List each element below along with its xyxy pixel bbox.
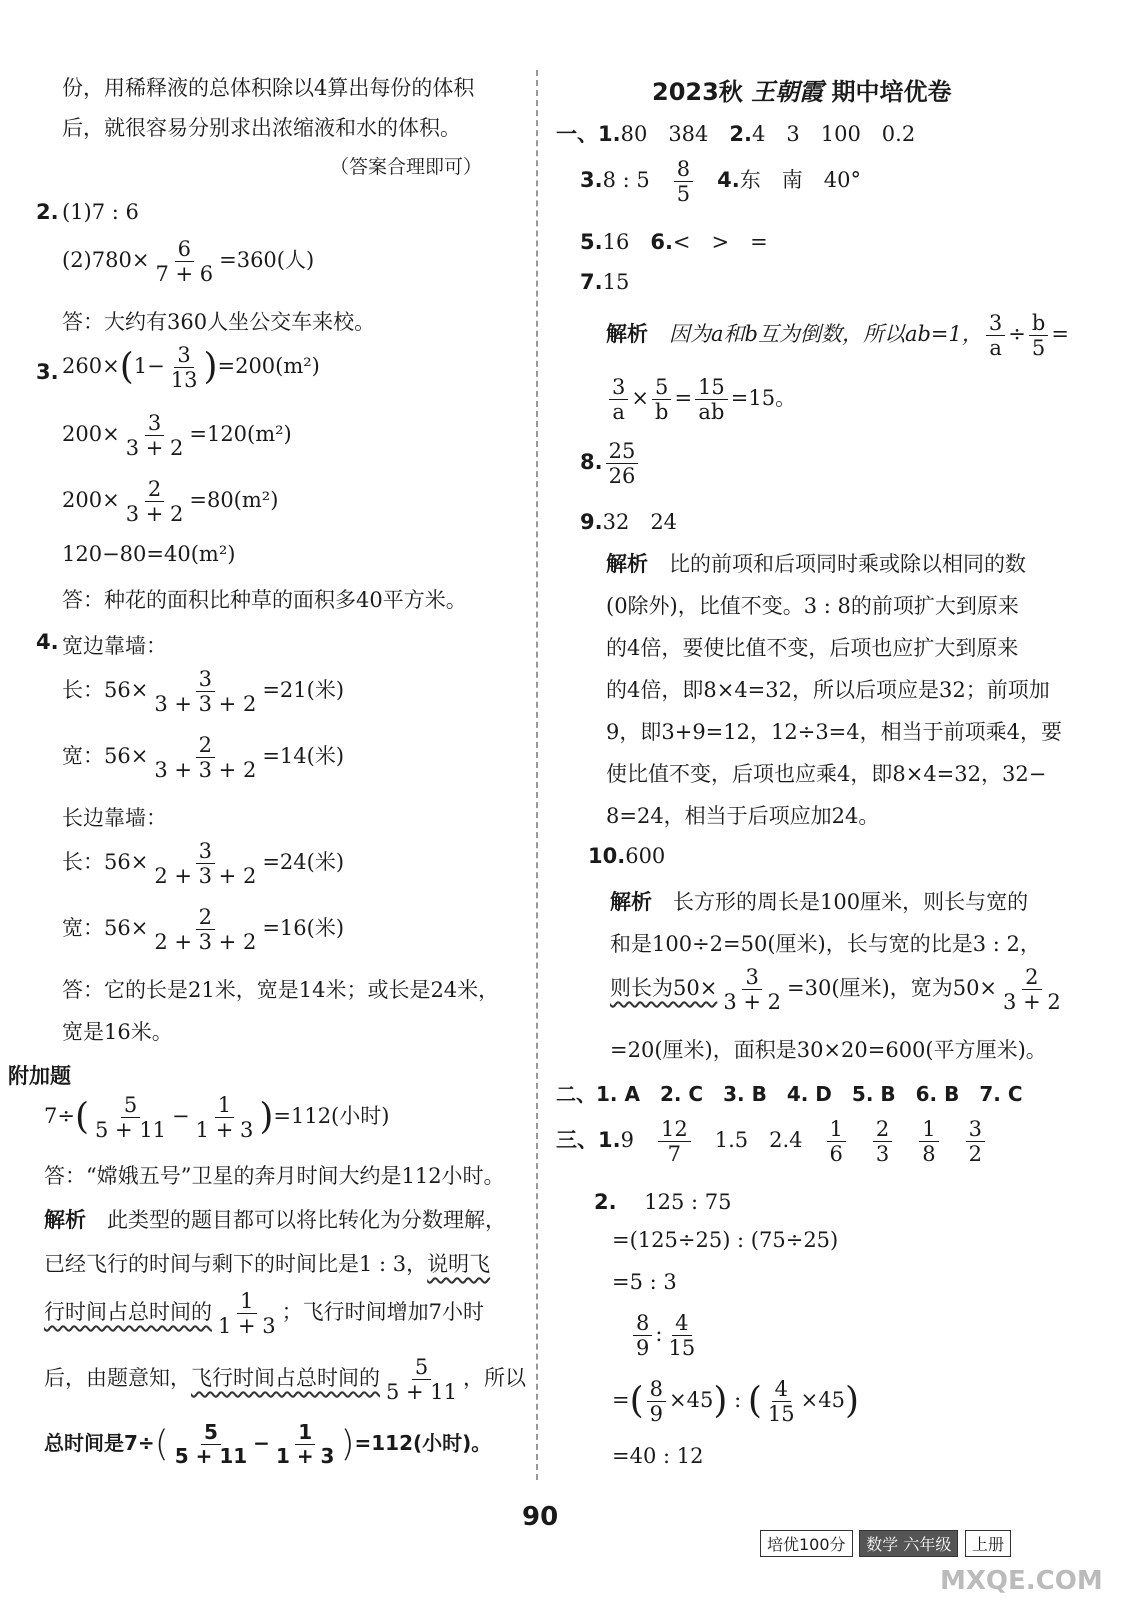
q3-line2: 200× $\frac{3}{3 + 2}$ =120(m²) <box>62 411 292 461</box>
q9-analysis-7: 8=24，相当于后项应加24。 <box>606 804 880 828</box>
q4-heading2: 长边靠墙： <box>62 806 167 830</box>
page-number: 90 <box>522 1502 559 1532</box>
s3-q2-line4: $\frac{8}{9}$ : $\frac{4}{15}$ <box>630 1312 701 1359</box>
watermark: MXQE.COM <box>940 1566 1103 1596</box>
q9-analysis-3: 的4倍，要使比值不变，后项也应扩大到原来 <box>606 636 1019 660</box>
q2-fraction: $\frac{6}{7 + 6}$ <box>155 237 214 287</box>
answer-note: （答案合理即可） <box>330 156 483 178</box>
q9-analysis-1: 解析 比的前项和后项同时乘或除以相同的数 <box>606 552 1026 576</box>
s3-q2-line1: 2. 125 : 75 <box>594 1190 732 1214</box>
q2-answer: 答：大约有360人坐公交车来校。 <box>62 310 376 334</box>
footer-series <box>760 1530 1011 1557</box>
q4-answer-2: 宽是16米。 <box>62 1020 173 1044</box>
analysis-label: 解析 <box>44 1208 86 1232</box>
s1-q8: 8. $\frac{25}{26}$ <box>580 440 641 487</box>
s3-q2-line2: =(125÷25) : (75÷25) <box>612 1228 839 1252</box>
extra-analysis-1: 解析 此类型的题目都可以将比转化为分数理解， <box>44 1208 506 1232</box>
q2-part2-post: =360(人) <box>219 248 315 273</box>
q10-analysis-1: 解析 长方形的周长是100厘米，则长与宽的 <box>610 890 1029 914</box>
q4-line3: 长：56× $\frac{3}{2 + 3 + 2}$ =24(米) <box>62 839 345 889</box>
s1-line1: 一、1.80 384 2.4 3 100 0.2 <box>556 122 916 146</box>
q2-number: 2. <box>36 200 59 224</box>
extra-analysis-5: 总时间是7÷( $\frac{5}{5 + 11}$ − $\frac{1}{1 + 3}$ )=112(小时)。 <box>44 1420 492 1468</box>
q7-analysis-2: $\frac{3}{a}$ × $\frac{5}{b}$ = $\frac{15}{ab}$ =15。 <box>606 376 796 423</box>
q3-fraction: $\frac{3}{13}$ <box>170 343 198 393</box>
exam-title: 2023秋 王朝霞 期中培优卷 <box>652 77 952 106</box>
q9-analysis-2: (0除外)，比值不变。3 : 8的前项扩大到原来 <box>606 594 1019 618</box>
q10-analysis-2: 和是100÷2=50(厘米)，长与宽的比是3 : 2， <box>610 932 1041 956</box>
s3-q2-line5: =( $\frac{8}{9}$ ×45) : ( $\frac{4}{15}$ ×45) <box>612 1377 860 1427</box>
q4-line4: 宽：56× $\frac{2}{2 + 3 + 2}$ =16(米) <box>62 905 345 955</box>
s1-q9: 9.32 24 <box>580 510 678 534</box>
q2-part2 <box>62 238 314 285</box>
s3-q2-line3: =5 : 3 <box>612 1270 677 1294</box>
s1-q7: 7.15 <box>580 270 630 294</box>
q4-answer-1: 答：它的长是21米，宽是14米；或长是24米， <box>62 978 500 1002</box>
extra-analysis-3: 行时间占总时间的 $\frac{1}{1 + 3}$ ；飞行时间增加7小时 <box>44 1289 485 1339</box>
q2-part1: (1)7 : 6 <box>62 200 139 224</box>
q10-analysis-4: =20(厘米)，面积是30×20=600(平方厘米)。 <box>610 1038 1047 1062</box>
s1-q10: 10.600 <box>588 844 666 868</box>
q10-analysis-3: 则长为50× $\frac{3}{3 + 2}$ =30(厘米)，宽为50× $\frac{2}{3 + 2}$ <box>610 965 1061 1015</box>
left-line-1: 份，用稀释液的总体积除以4算出每份的体积 <box>62 76 475 100</box>
q9-analysis-4: 的4倍，即8×4=32，所以后项应是32；前项加 <box>606 678 1050 702</box>
q3-answer: 答：种花的面积比种草的面积多40平方米。 <box>62 588 467 612</box>
q3-line3: 200× $\frac{2}{3 + 2}$ =80(m²) <box>62 477 279 527</box>
brand-logo: 王朝霞 <box>751 77 824 106</box>
q9-analysis-5: 9，即3+9=12，12÷3=4，相当于前项乘4，要 <box>606 720 1062 744</box>
footer-tag: 培优100分 <box>760 1530 853 1557</box>
footer-edition: 上册 <box>965 1530 1011 1557</box>
extra-answer: 答：“嫦娥五号”卫星的奔月时间大约是112小时。 <box>44 1164 505 1188</box>
q4-heading1: 宽边靠墙： <box>62 634 167 658</box>
s3-q2-line6: =40 : 12 <box>612 1444 704 1468</box>
q3-line1: 260×(1− $\frac{3}{13}$ )=200(m²) <box>62 343 320 393</box>
s1-line2: 3.8 : 5 $\frac{8}{5}$ 4.东 南 40° <box>580 157 861 207</box>
column-divider <box>536 70 538 1480</box>
q7-analysis-1: 解析 因为a和b互为倒数，所以ab=1， $\frac{3}{a}$ ÷ $\frac{b}{5}$ = <box>606 311 1069 361</box>
q9-analysis-6: 使比值不变，后项也应乘4，即8×4=32，32− <box>606 762 1047 786</box>
extra-equation: 7÷( $\frac{5}{5 + 11}$ − $\frac{1}{1 + 3}$ )=112(小时) <box>44 1093 390 1143</box>
s1-line3: 5.16 6.< > = <box>580 230 768 254</box>
extra-analysis-2: 已经飞行的时间与剩下的时间比是1 : 3，说明飞 <box>44 1252 491 1276</box>
q4-number: 4. <box>36 630 59 654</box>
q2-part2-pre: (2)780× <box>62 248 150 273</box>
footer-subject: 数学 六年级 <box>859 1530 958 1557</box>
q3-line4: 120−80=40(m²) <box>62 542 236 566</box>
s3-line1: 三、1.9 $\frac{12}{7}$ 1.5 2.4 $\frac{1}{6}$ $\frac{2}{3}$ $\frac{1}{8}$ $\frac{3}{2}$ <box>556 1118 988 1165</box>
section-2-answers: 二、1. A 2. C 3. B 4. D 5. B 6. B 7. C <box>556 1082 1023 1106</box>
left-line-2: 后，就很容易分别求出浓缩液和水的体积。 <box>62 116 461 140</box>
q4-line2: 宽：56× $\frac{2}{3 + 3 + 2}$ =14(米) <box>62 733 345 783</box>
q4-line1: 长：56× $\frac{3}{3 + 3 + 2}$ =21(米) <box>62 667 345 717</box>
extra-title: 附加题 <box>8 1064 71 1088</box>
extra-analysis-4: 后，由题意知，飞行时间占总时间的 $\frac{5}{5 + 11}$ ，所以 <box>44 1355 527 1405</box>
q3-number: 3. <box>36 360 59 384</box>
